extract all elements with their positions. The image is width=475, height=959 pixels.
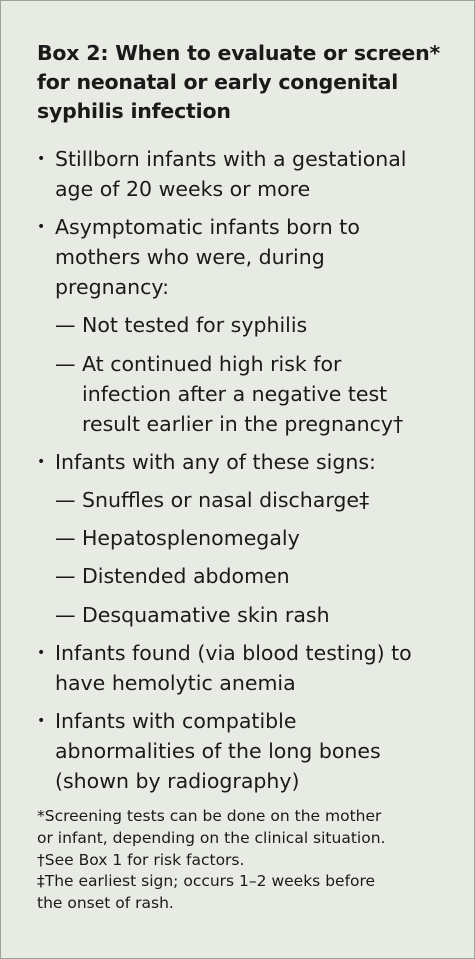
item-text bbox=[55, 144, 406, 204]
item-text-line: Infants with any of these signs: bbox=[55, 449, 376, 474]
item-text-line: Infants with compatible bbox=[55, 709, 297, 733]
footnotes bbox=[37, 806, 462, 915]
item-text-line: At continued high risk for bbox=[82, 351, 342, 376]
footnote-line: *Screening tests can be done on the mother bbox=[37, 807, 382, 825]
bullet-marker: • bbox=[37, 713, 46, 729]
bullet-marker: • bbox=[37, 219, 46, 236]
box-title-line: Box 2: When to evaluate or screen* bbox=[37, 41, 441, 65]
item-text-line: have hemolytic anemia bbox=[55, 670, 296, 695]
item-text-line: Hepatosplenomegaly bbox=[82, 526, 300, 551]
item-text-line: Not tested for syphilis bbox=[82, 313, 308, 338]
footnote-line: ‡The earliest sign; occurs 1–2 weeks before bbox=[37, 872, 376, 891]
item-text bbox=[82, 600, 330, 630]
item-text-line: (shown by radiography) bbox=[55, 769, 300, 793]
item-text-line: result earlier in the pregnancy† bbox=[82, 411, 404, 436]
item-text-line: Infants found (via blood testing) to bbox=[55, 640, 412, 665]
bullet-marker: • bbox=[37, 453, 46, 470]
item-text-line: infection after a negative test bbox=[82, 381, 388, 406]
item-text-line: Stillborn infants with a gestational bbox=[55, 147, 407, 171]
dash-marker: — bbox=[55, 526, 76, 551]
item-text bbox=[55, 212, 360, 302]
item-text-line: Desquamative skin rash bbox=[82, 602, 330, 627]
dash-marker: — bbox=[55, 313, 76, 338]
item-text bbox=[55, 638, 412, 698]
item-text bbox=[82, 349, 403, 439]
item-text-line: pregnancy: bbox=[55, 275, 169, 300]
item-text-line: abnormalities of the long bones bbox=[55, 739, 381, 763]
dash-marker: — bbox=[55, 564, 76, 589]
dash-marker: — bbox=[55, 351, 76, 376]
bullet-marker: • bbox=[37, 151, 46, 167]
item-text-line: age of 20 weeks or more bbox=[55, 177, 311, 201]
box-title-line: syphilis infection bbox=[37, 99, 231, 123]
item-text bbox=[55, 447, 376, 477]
footnote-line: †See Box 1 for risk factors. bbox=[37, 850, 245, 869]
item-text bbox=[82, 523, 300, 553]
footnote-line: or infant, depending on the clinical situation. bbox=[37, 828, 386, 847]
box-title bbox=[37, 39, 457, 126]
item-text-line: Snuffles or nasal discharge‡ bbox=[82, 488, 370, 512]
item-text bbox=[82, 485, 369, 515]
item-text-line: mothers who were, during bbox=[55, 245, 325, 270]
item-text bbox=[55, 706, 381, 796]
item-text bbox=[82, 561, 290, 591]
item-text bbox=[82, 310, 307, 340]
dash-marker: — bbox=[55, 488, 76, 512]
item-text-line: Asymptomatic infants born to bbox=[55, 215, 360, 240]
footnote-line: the onset of rash. bbox=[37, 894, 174, 913]
dash-marker: — bbox=[55, 602, 76, 627]
item-text-line: Distended abdomen bbox=[82, 564, 290, 589]
bullet-marker: • bbox=[37, 644, 46, 661]
box-title-line: for neonatal or early congenital bbox=[37, 70, 399, 94]
